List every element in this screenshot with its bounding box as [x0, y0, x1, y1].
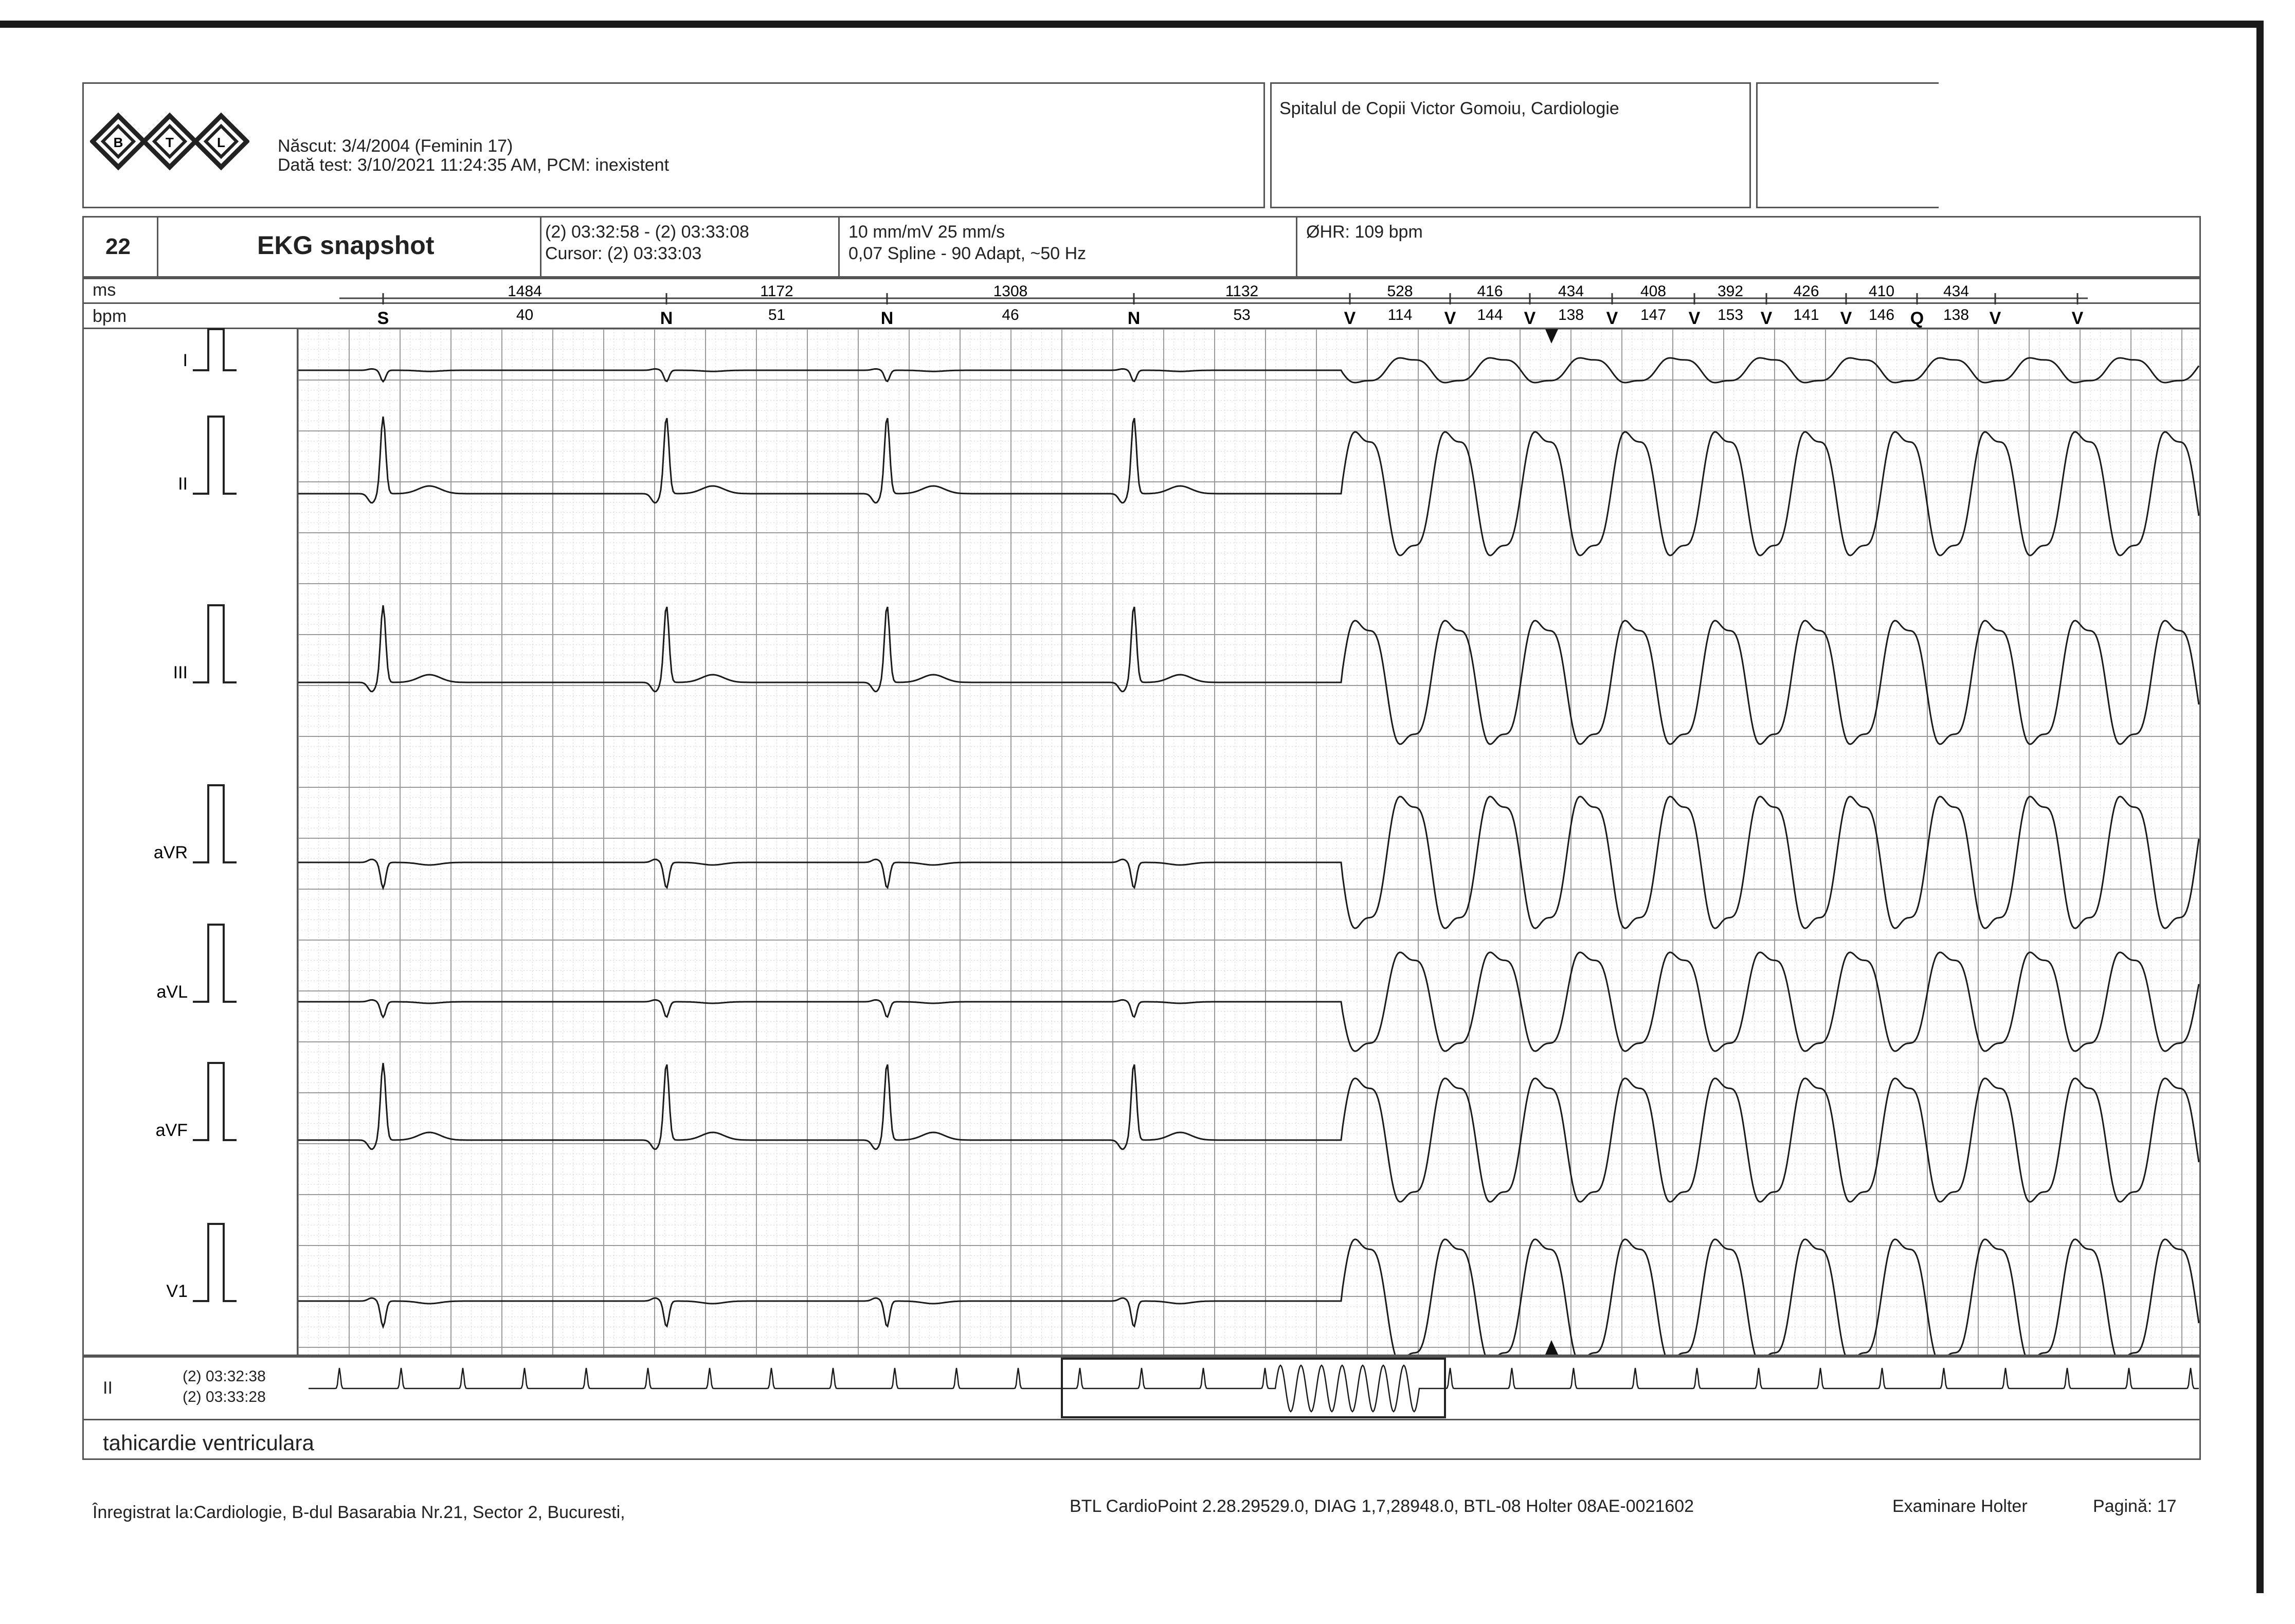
- heart-rate-bpm: 138: [1943, 306, 1969, 323]
- heart-rate-bpm: 40: [516, 306, 534, 323]
- calibration-pulse: [193, 329, 237, 370]
- rr-interval-ms: 1172: [760, 283, 793, 300]
- snapshot-number: 22: [105, 234, 131, 259]
- heart-rate-bpm: 144: [1477, 306, 1503, 323]
- blank-box: [1756, 82, 1939, 208]
- beat-label: V: [1444, 309, 1456, 328]
- page-number: Pagină: 17: [2093, 1496, 2177, 1516]
- ms-label: ms: [93, 280, 116, 300]
- beat-label: V: [1606, 309, 1618, 328]
- heart-rate-bpm: 153: [1717, 306, 1744, 323]
- heart-rate-bpm: 53: [1233, 306, 1251, 323]
- overview-end: (2) 03:33:28: [183, 1388, 266, 1405]
- heart-rate-bpm: 46: [1002, 306, 1019, 323]
- ecg-settings-gain: 10 mm/mV 25 mm/s: [848, 222, 1005, 242]
- cursor-top-marker: [1545, 329, 1558, 344]
- heart-rate-bpm: 51: [768, 306, 786, 323]
- lead-label-aVR: aVR: [153, 843, 188, 862]
- exam-type: Examinare Holter: [1892, 1496, 2028, 1516]
- software-version: BTL CardioPoint 2.28.29529.0, DIAG 1,7,28948.0, BTL-08 Holter 08AE-0021602: [1070, 1496, 1694, 1516]
- heart-rate-bpm: 114: [1387, 306, 1413, 323]
- beat-label: N: [660, 309, 673, 328]
- beat-label: S: [377, 309, 389, 328]
- rhythm-axis-markers: [0, 278, 2295, 329]
- beat-label: V: [2071, 309, 2084, 328]
- ecg-settings-filter: 0,07 Spline - 90 Adapt, ~50 Hz: [848, 244, 1087, 263]
- average-heart-rate: ØHR: 109 bpm: [1306, 222, 1423, 242]
- time-range: (2) 03:32:58 - (2) 03:33:08: [545, 222, 749, 242]
- beat-label: Q: [1910, 309, 1924, 328]
- ecg-grid-minor: [298, 329, 2199, 1355]
- patient-birth: Născut: 3/4/2004 (Feminin 17): [278, 136, 513, 156]
- heart-rate-bpm: 146: [1868, 306, 1895, 323]
- heart-rate-bpm: 141: [1793, 306, 1819, 323]
- btl-logo: [90, 108, 249, 185]
- lead-label-aVF: aVF: [155, 1121, 188, 1140]
- rr-interval-ms: 528: [1387, 283, 1413, 300]
- calibration-pulse: [193, 1224, 237, 1301]
- svg-text:B: B: [113, 135, 123, 150]
- rr-interval-ms: 1132: [1225, 283, 1259, 300]
- rr-interval-ms: 392: [1717, 283, 1744, 300]
- rr-interval-ms: 434: [1558, 283, 1584, 300]
- beat-label: V: [1760, 309, 1773, 328]
- lead-label-V1: V1: [166, 1282, 188, 1301]
- diagnosis-text: tahicardie ventriculara: [103, 1431, 314, 1455]
- recorded-location: Înregistrat la:Cardiologie, B-dul Basarabia Nr.21, Sector 2, Bucuresti,: [93, 1503, 625, 1522]
- ecg-trace-aVR: [298, 797, 2199, 928]
- rr-interval-ms: 416: [1477, 283, 1503, 300]
- snapshot-title: EKG snapshot: [257, 231, 435, 260]
- overview-trace: [309, 1358, 2199, 1419]
- beat-label: N: [880, 309, 894, 328]
- heart-rate-bpm: 147: [1640, 306, 1667, 323]
- bpm-label: bpm: [93, 306, 127, 326]
- rr-interval-ms: 410: [1868, 283, 1895, 300]
- lead-label-aVL: aVL: [156, 982, 188, 1002]
- lead-label-III: III: [173, 663, 188, 682]
- scan-edge-right: [2256, 21, 2264, 1593]
- lead-label-II: II: [178, 474, 188, 494]
- beat-label: V: [1344, 309, 1356, 328]
- heart-rate-bpm: 138: [1558, 306, 1584, 323]
- hospital-name: Spitalul de Copii Victor Gomoiu, Cardiologie: [1279, 99, 1619, 118]
- overview-start: (2) 03:32:38: [183, 1368, 266, 1385]
- calibration-pulse: [193, 605, 237, 682]
- rr-interval-ms: 434: [1943, 283, 1969, 300]
- patient-info-box: [82, 82, 1265, 208]
- scan-edge-top: [0, 21, 2263, 28]
- beat-label: V: [1840, 309, 1852, 328]
- beat-label: N: [1127, 309, 1141, 328]
- beat-label: V: [1524, 309, 1536, 328]
- calibration-pulse: [193, 925, 237, 1002]
- svg-text:T: T: [166, 135, 174, 150]
- calibration-pulse: [193, 785, 237, 862]
- test-date: Dată test: 3/10/2021 11:24:35 AM, PCM: inexistent: [278, 155, 670, 175]
- svg-text:L: L: [217, 135, 225, 150]
- beat-label: V: [1688, 309, 1701, 328]
- cursor-time: Cursor: (2) 03:33:03: [545, 244, 702, 263]
- beat-label: V: [1989, 309, 2001, 328]
- overview-lead: II: [103, 1378, 113, 1398]
- rr-interval-ms: 1484: [508, 283, 542, 300]
- calibration-pulse: [193, 1063, 237, 1140]
- rr-interval-ms: 426: [1793, 283, 1819, 300]
- rr-interval-ms: 408: [1640, 283, 1667, 300]
- diagnosis-box: [82, 1419, 2201, 1460]
- ecg-strip: [298, 329, 2199, 1355]
- lead-labels: [82, 328, 297, 1356]
- rr-interval-ms: 1308: [993, 283, 1028, 300]
- calibration-pulse: [193, 417, 237, 494]
- lead-label-I: I: [183, 351, 188, 370]
- overview-ecg-trace: [309, 1365, 2199, 1412]
